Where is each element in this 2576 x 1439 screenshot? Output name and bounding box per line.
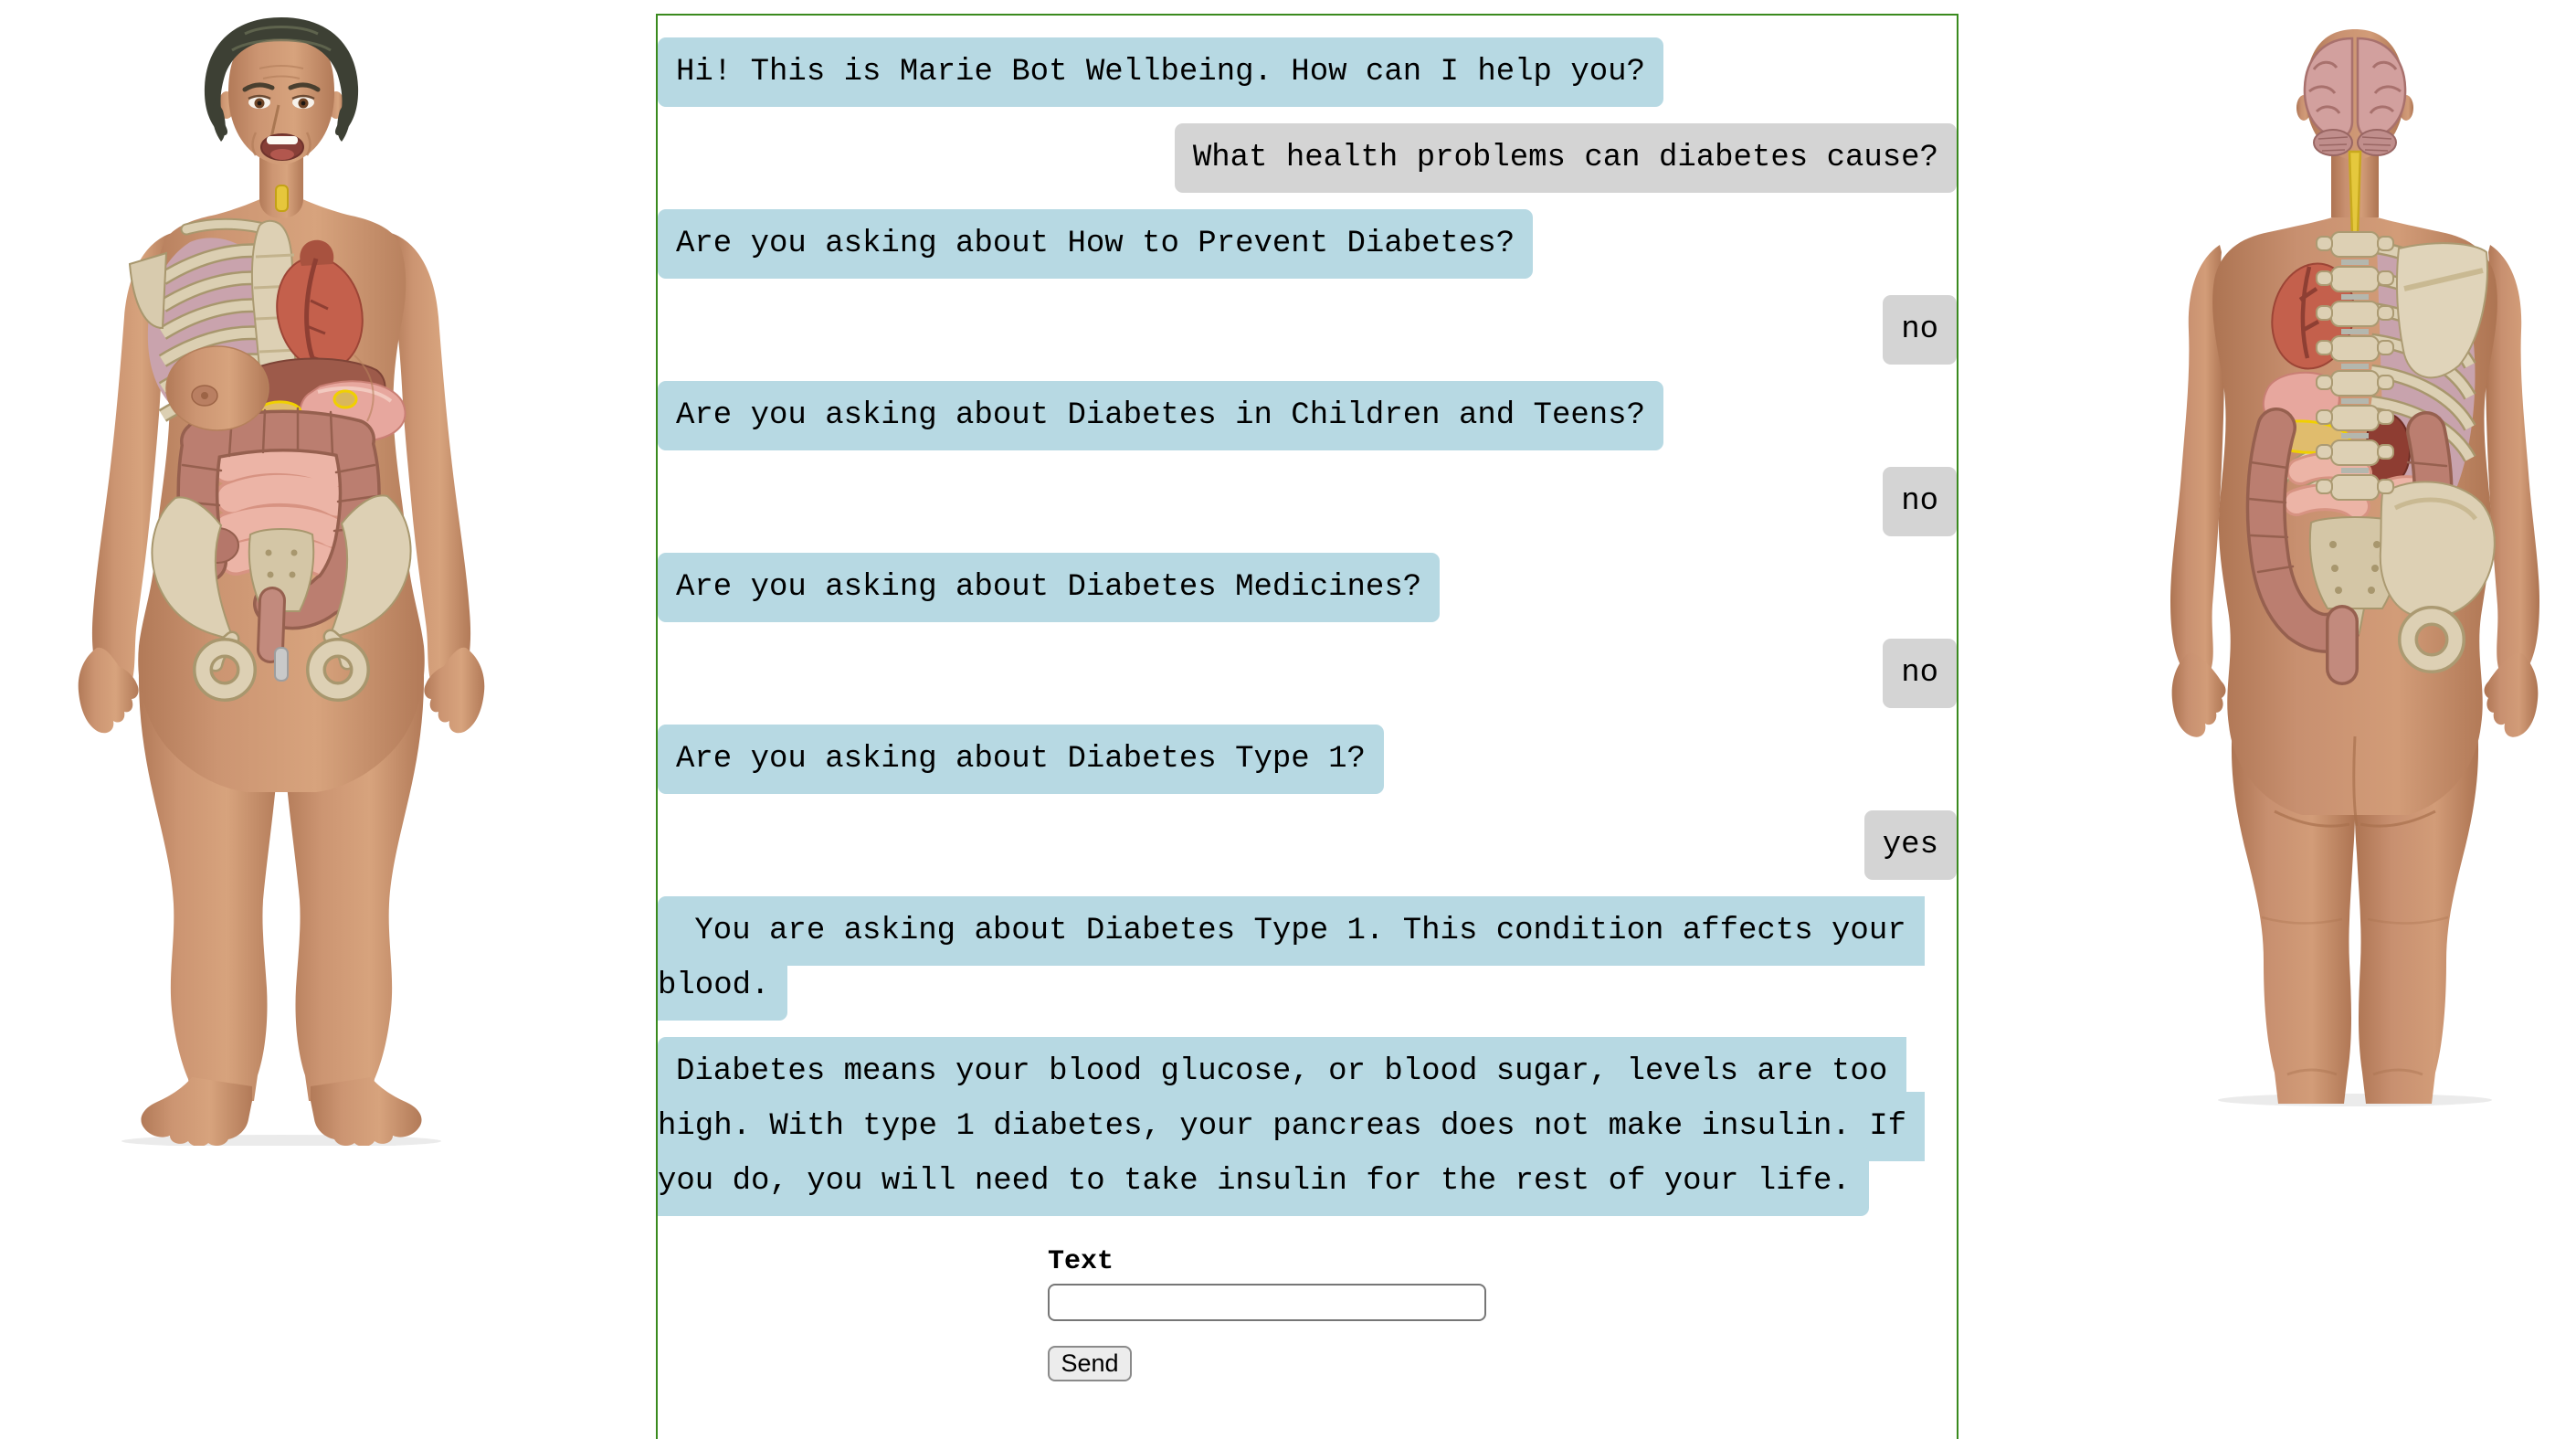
bot-message-row <box>658 388 1957 443</box>
front-gallbladder <box>334 391 356 407</box>
user-message-row <box>658 474 1957 529</box>
bot-message-row <box>658 904 1957 1013</box>
bot-message-row <box>658 217 1957 271</box>
anatomy-front-svg <box>53 8 510 1146</box>
chat-window <box>656 14 1958 1439</box>
user-message-bubble: What health problems can diabetes cause? <box>1175 123 1957 193</box>
text-input-label: Text <box>1048 1246 1114 1277</box>
front-open-mouth <box>261 134 303 160</box>
user-message-bubble: no <box>1883 295 1957 365</box>
front-floor-shadow <box>121 1135 441 1146</box>
front-trachea <box>276 185 288 211</box>
user-message-bubble: no <box>1883 467 1957 536</box>
send-button[interactable]: Send <box>1048 1346 1132 1381</box>
bot-message-bubble: Are you asking about How to Prevent Diabetes? <box>658 209 1533 279</box>
user-message-row <box>658 646 1957 701</box>
bot-message-row <box>658 1044 1957 1209</box>
bot-message-row <box>658 732 1957 787</box>
user-message-bubble: yes <box>1864 810 1957 880</box>
bot-message-bubble: Are you asking about Diabetes Medicines? <box>658 553 1440 622</box>
front-rectum <box>270 600 272 650</box>
anatomy-back-figure <box>2163 15 2547 1106</box>
bot-message-bubble: Are you asking about Diabetes Type 1? <box>658 725 1384 794</box>
front-breast <box>166 346 269 430</box>
chat-text-input[interactable] <box>1048 1284 1486 1321</box>
user-message-row <box>658 818 1957 873</box>
bot-message-row <box>658 45 1957 100</box>
back-floor-shadow <box>2218 1094 2492 1106</box>
chat-message-log[interactable] <box>658 45 1957 1209</box>
bot-message-row <box>658 560 1957 615</box>
anatomy-front-figure <box>53 8 510 1146</box>
user-message-row <box>658 131 1957 185</box>
chat-composer <box>1048 1245 1957 1381</box>
back-spinal-cord <box>2349 152 2360 236</box>
bot-message-bubble: Are you asking about Diabetes in Children and Teens? <box>658 381 1663 450</box>
bot-message-bubble: Hi! This is Marie Bot Wellbeing. How can I help you? <box>658 37 1663 107</box>
front-pubic-symphysis <box>275 648 288 681</box>
bot-message-bubble: You are asking about Diabetes Type 1. This condition affects your blood. <box>658 896 1925 1021</box>
bot-message-bubble: Diabetes means your blood glucose, or blood sugar, levels are too high. With type 1 diabetes, your pancreas does not make insulin. If you do, you will need to take insulin for the rest of your life. <box>658 1037 1925 1216</box>
anatomy-back-svg <box>2163 15 2547 1106</box>
user-message-bubble: no <box>1883 639 1957 708</box>
user-message-row <box>658 302 1957 357</box>
